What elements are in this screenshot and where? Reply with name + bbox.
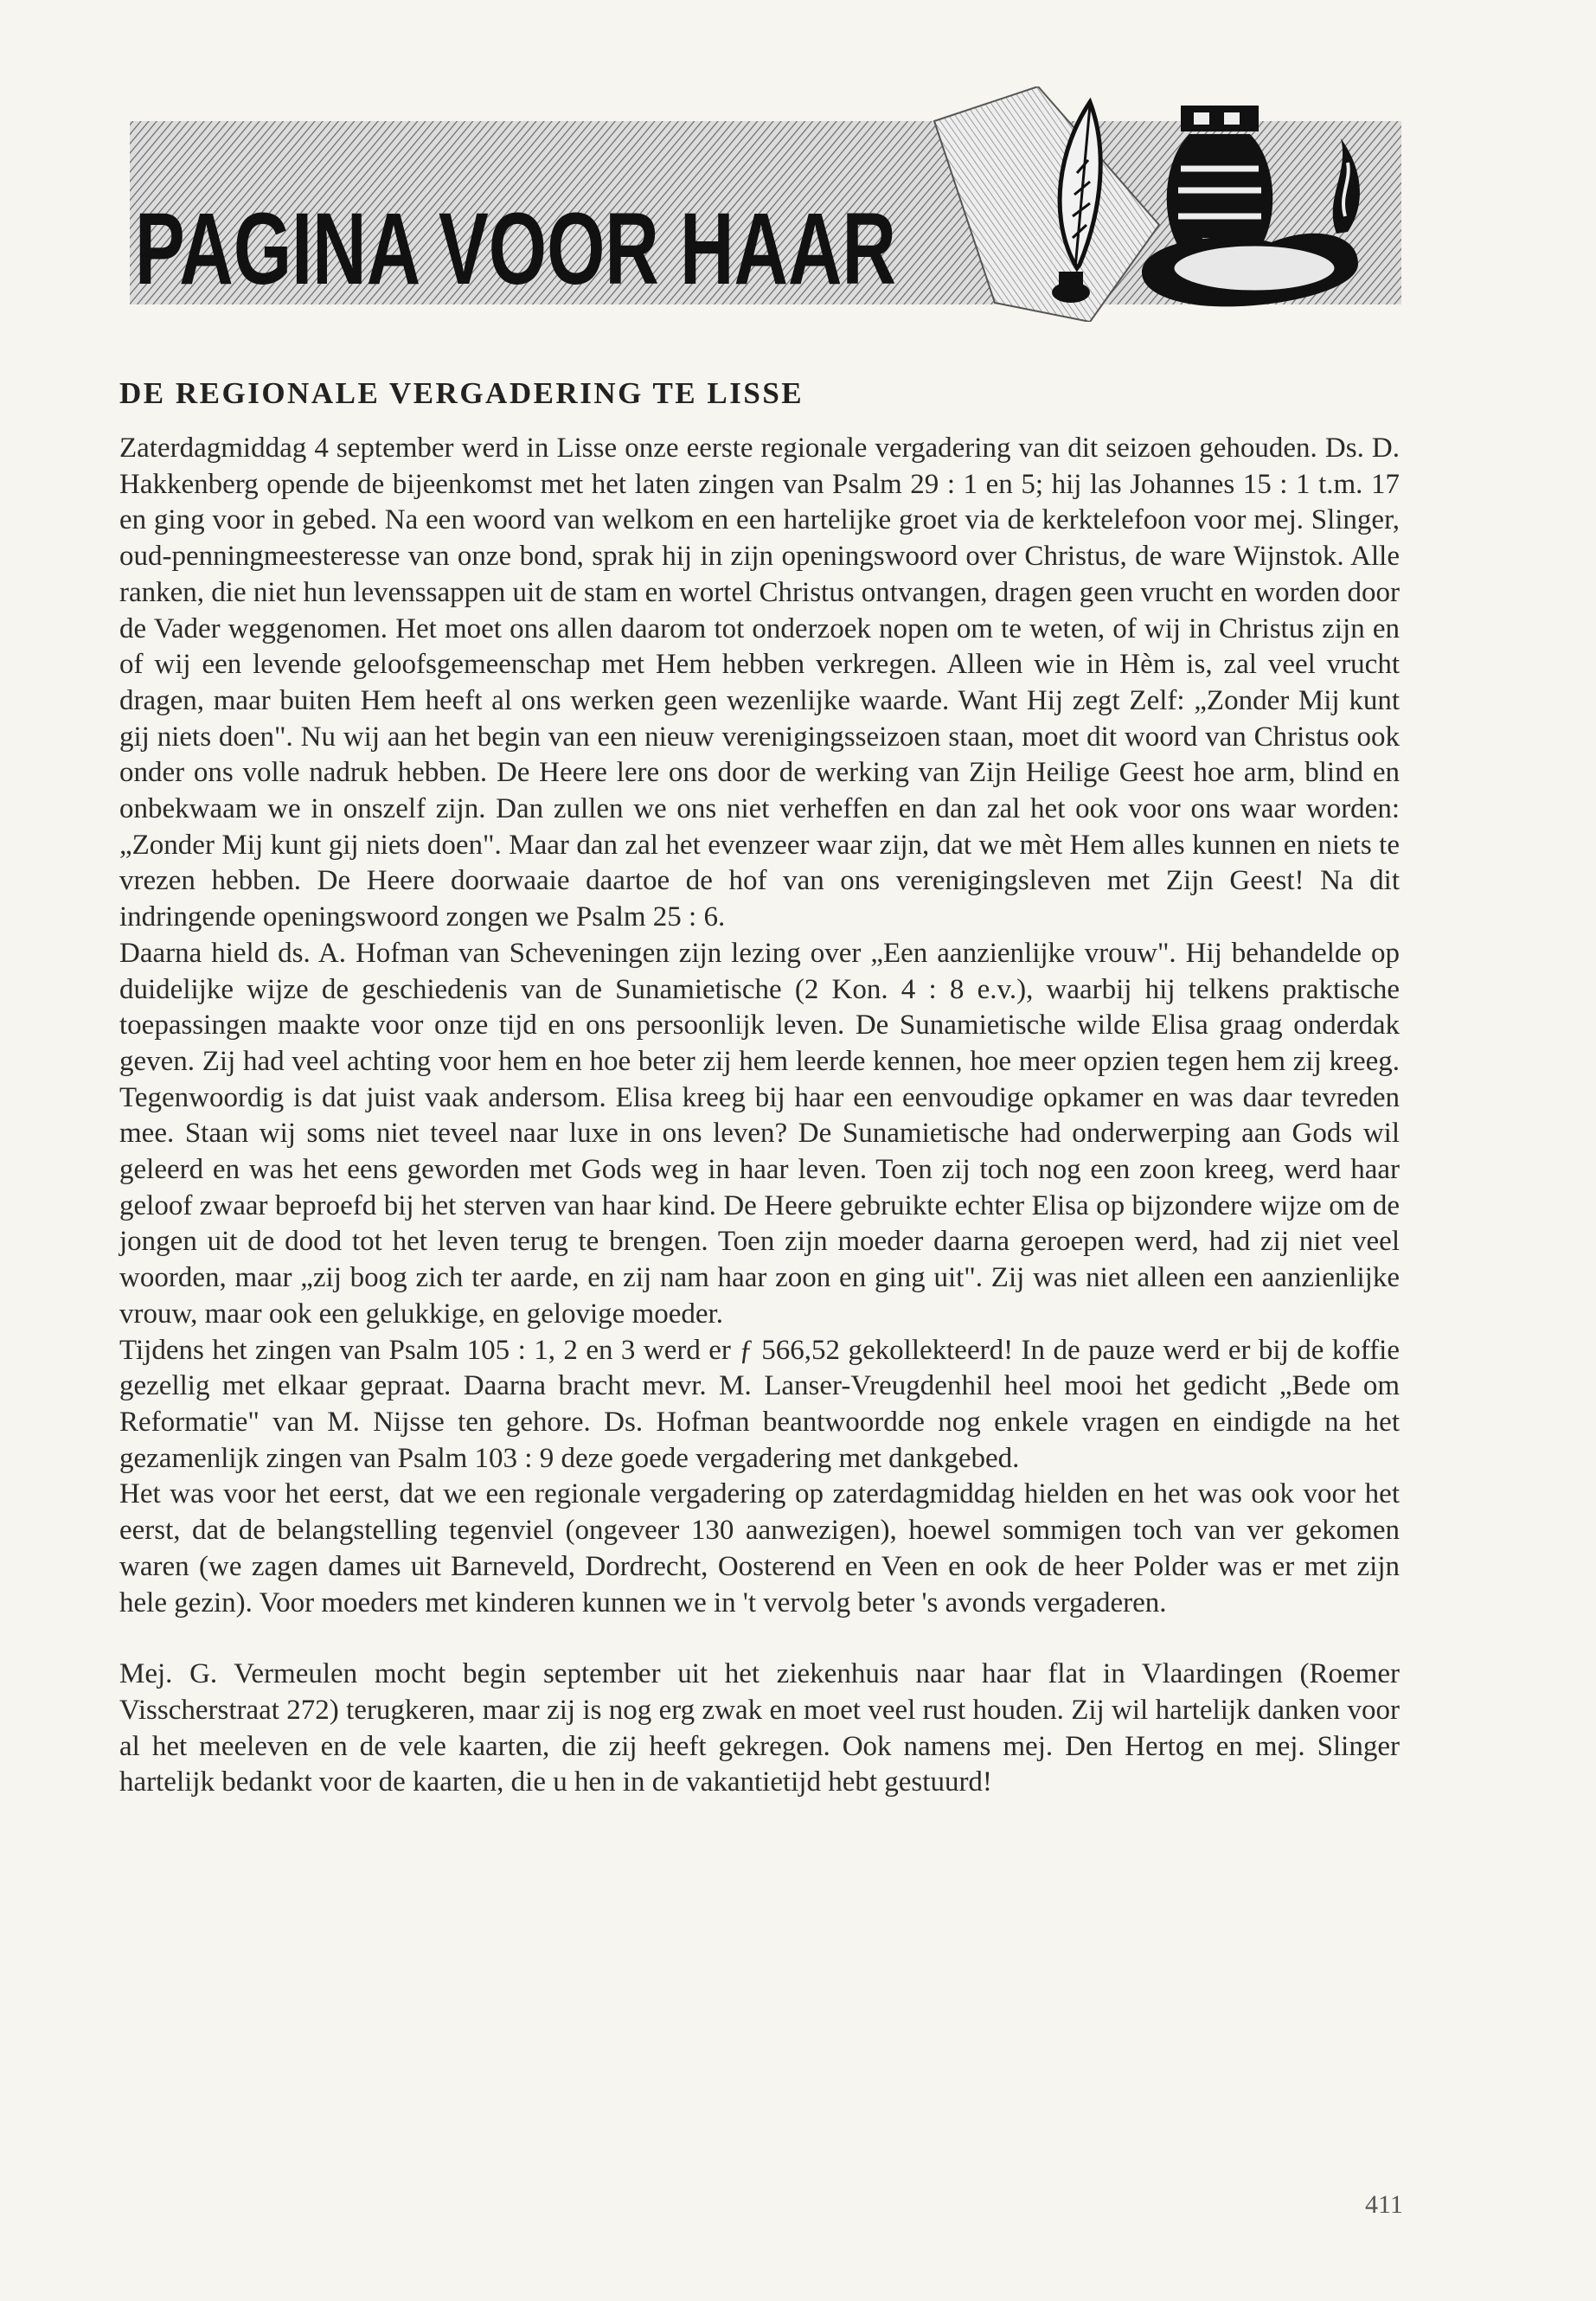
article-body	[119, 431, 1400, 1801]
article-title: DE REGIONALE VERGADERING TE LISSE	[119, 376, 804, 410]
paragraph: Mej. G. Vermeulen mocht begin september uit het ziekenhuis naar haar flat in Vlaardingen (Roemer Visscherstraat 272) terugkeren, maar zij is nog erg zwak en moet veel rust houden. Zij wil hartelijk danken voor al het meeleven en de vele kaarten, die zij heeft gekregen. Ook namens mej. Den Hertog en mej. Slinger hartelijk bedankt voor de kaarten, die u hen in de vakantietijd hebt gestuurd!	[119, 1658, 1400, 1798]
page-number: 411	[1365, 2190, 1403, 2219]
header-banner	[130, 87, 1401, 322]
paragraph: Zaterdagmiddag 4 september werd in Lisse onze eerste regionale vergadering van dit seizoen gehouden. Ds. D. Hakkenberg opende de bijeenkomst met het laten zingen van Psalm 29 : 1 en 5; hij las Johannes 15 : 1 t.m. 17 en ging voor in gebed. Na een woord van welkom en een hartelijke groet via de kerktelefoon voor mej. Slinger, oud-penningmeesteresse van onze bond, sprak hij in zijn openingswoord over Christus, de ware Wijnstok. Alle ranken, die niet hun levenssappen uit de stam en wortel Christus ontvangen, dragen geen vrucht en worden door de Vader weggenomen. Het moet ons allen daarom tot onderzoek nopen om te weten, of wij in Christus zijn en of wij een levende geloofsgemeenschap met Hem hebben verkregen. Alleen wie in Hèm is, zal veel vrucht dragen, maar buiten Hem heeft al ons werken geen wezenlijke waarde. Want Hij zegt Zelf: „Zonder Mij kunt gij niets doen". Nu wij aan het begin van een nieuw verenigingsseizoen staan, moet dit woord van Christus ook onder ons volle nadruk hebben. De Heere lere ons door de werking van Zijn Heilige Geest hoe arm, blind en onbekwaam we in onszelf zijn. Dan zullen we ons niet verheffen en dan zal het ook voor ons waar worden: „Zonder Mij kunt gij niets doen". Maar dan zal het evenzeer waar zijn, dat we mèt Hem alles kunnen en niets te vrezen hebben. De Heere doorwaaie daartoe de hof van ons verenigingsleven met Zijn Geest! Na dit indringende openingswoord zongen we Psalm 25 : 6.	[119, 433, 1401, 933]
paragraph: Daarna hield ds. A. Hofman van Scheveningen zijn lezing over „Een aanzienlijke vrouw". Hij behandelde op duidelijke wijze de geschiedenis van de Sunamietische (2 Kon. 4 : 8 e.v.), waarbij hij telkens praktische toepassingen maakte voor onze tijd en ons persoonlijk leven. De Sunamietische wilde Elisa graag onderdak geven. Zij had veel achting voor hem en hoe beter zij hem leerde kennen, hoe meer opzien tegen hem zij kreeg. Tegenwoordig is dat juist vaak andersom. Elisa kreeg bij haar een eenvoudige opkamer en was daar tevreden mee. Staan wij soms niet teveel naar luxe in ons leven? De Sunamietische had onderwerping aan Gods wil geleerd en was het eens geworden met Gods weg in haar leven. Toen zij toch nog een zoon kreeg, werd haar geloof zwaar beproefd bij het sterven van haar kind. De Heere gebruikte echter Elisa op bijzondere wijze om de jongen uit de dood tot het leven terug te brengen. Toen zijn moeder daarna geroepen werd, had zij niet veel woorden, maar „zij boog zich ter aarde, en zij nam haar zoon en ging uit". Zij was niet alleen een aanzienlijke vrouw, maar ook een gelukkige, en gelovige moeder.	[119, 937, 1400, 1330]
banner-graphic	[130, 87, 1401, 322]
vase-icon	[1167, 106, 1273, 260]
paragraph: Tijdens het zingen van Psalm 105 : 1, 2 en 3 werd er ƒ 566,52 gekollekteerd! In de pauze werd er bij de koffie gezellig met elkaar gepraat. Daarna bracht mevr. M. Lanser-Vreugdenhil heel mooi het gedicht „Bede om Reformatie" van M. Nijsse ten gehore. Ds. Hofman beantwoordde nog enkele vragen en eindigde na het gezamenlijk zingen van Psalm 103 : 9 deze goede vergadering met dankgebed.	[119, 1334, 1400, 1474]
paragraph: Het was voor het eerst, dat we een regionale vergadering op zaterdagmiddag hielden en het was ook voor het eerst, dat de belangstelling tegenviel (ongeveer 130 aanwezigen), hoewel sommigen toch van ver gekomen waren (we zagen dames uit Barneveld, Dordrecht, Oosterend en Veen en ook de heer Polder was er met zijn hele gezin). Voor moeders met kinderen kunnen we in 't vervolg beter 's avonds vergaderen.	[119, 1478, 1400, 1618]
banner-title: PAGINA VOOR HAAR	[135, 192, 896, 306]
